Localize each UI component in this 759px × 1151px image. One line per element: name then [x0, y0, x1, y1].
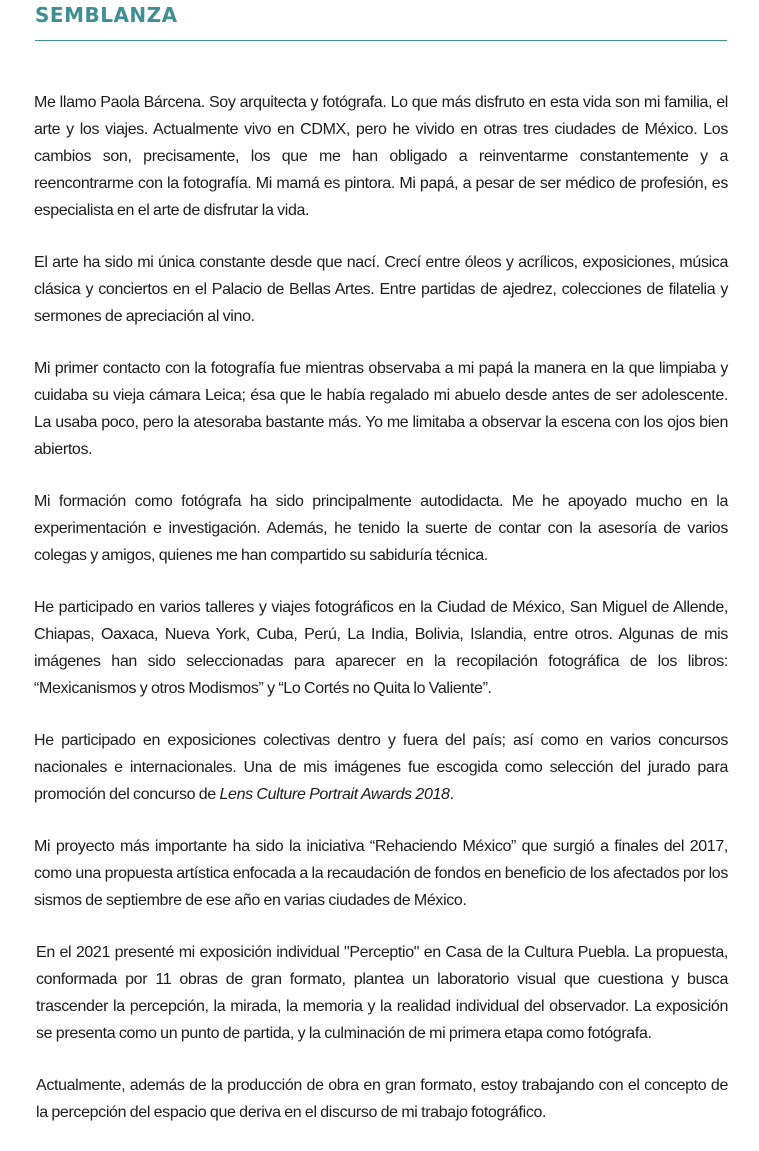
paragraph-workshops: He participado en varios talleres y viajes fotográficos en la Ciudad de México, San Miguel de Allende, Chiapas, Oaxaca, Nueva York, Cuba, Perú, La India, Bolivia, Islandia, entre otros. Algunas de mis imágenes han sido seleccionadas para aparecer en la recopilación fotográfica de los libros: “Mexicanismos y otros Modismos” y “Lo Cortés no Quita lo Valiente”. — [34, 599, 728, 697]
paragraph-introduction: Me llamo Paola Bárcena. Soy arquitecta y fotógrafa. Lo que más disfruto en esta vida son mi familia, el arte y los viajes. Actualmente vivo en CDMX, pero he vivido en otras tres ciudades de México. Los cambios son, precisamente, los que me han obligado a reinventarme constantemente y a reencontrarme con la fotografía. Mi mamá es pintora. Mi papá, a pesar de ser médico de profesión, es especialista en el arte de disfrutar la vida. — [34, 94, 728, 219]
paragraph-first-contact: Mi primer contacto con la fotografía fue mientras observaba a mi papá la manera en la que limpiaba y cuidaba su vieja cámara Leica; ésa que le había regalado mi abuelo desde antes de ser adolescente. La usaba poco, pero la atesoraba bastante más. Yo me limitaba a observar la escena con los ojos bien abiertos. — [34, 360, 728, 458]
paragraph-perceptio: En el 2021 presenté mi exposición individual "Perceptio" en Casa de la Cultura Puebla. La propuesta, conformada por 11 obras de gran formato, plantea un laboratorio visual que cuestiona y busca trascender la percepción, la mirada, la memoria y la realidad individual del observador. La exposición se presenta como un punto de partida, y la culminación de mi primera etapa como fotógrafa. — [36, 944, 728, 1042]
exhibitions-suffix: . — [449, 786, 454, 803]
biography-body — [34, 89, 728, 1151]
paragraph-main-project: Mi proyecto más importante ha sido la iniciativa “Rehaciendo México” que surgió a finales del 2017, como una propuesta artística enfocada a la recaudación de fondos en beneficio de los afectados por los sismos de septiembre de ese año en varias ciudades de México. — [34, 838, 728, 909]
paragraph-exhibitions — [34, 727, 728, 808]
award-title: Lens Culture Portrait Awards 2018 — [219, 786, 450, 803]
paragraph-art-background: El arte ha sido mi única constante desde que nací. Crecí entre óleos y acrílicos, exposiciones, música clásica y conciertos en el Palacio de Bellas Artes. Entre partidas de ajedrez, colecciones de filatelia y sermones de apreciación al vino. — [34, 254, 728, 325]
title-divider — [35, 40, 727, 41]
page-title: SEMBLANZA — [35, 3, 178, 27]
paragraph-current-work: Actualmente, además de la producción de obra en gran formato, estoy trabajando con el concepto de la percepción del espacio que deriva en el discurso de mi trabajo fotográfico. — [36, 1077, 728, 1121]
paragraph-training: Mi formación como fotógrafa ha sido principalmente autodidacta. Me he apoyado mucho en la experimentación e investigación. Además, he tenido la suerte de contar con la asesoría de varios colegas y amigos, quienes me han compartido su sabiduría técnica. — [34, 493, 728, 564]
exhibitions-text: He participado en exposiciones colectivas dentro y fuera del país; así como en varios concursos nacionales e internacionales. Una de mis imágenes fue escogida como selección del jurado para promoción del concurso de — [34, 732, 728, 803]
page-header — [35, 2, 727, 41]
